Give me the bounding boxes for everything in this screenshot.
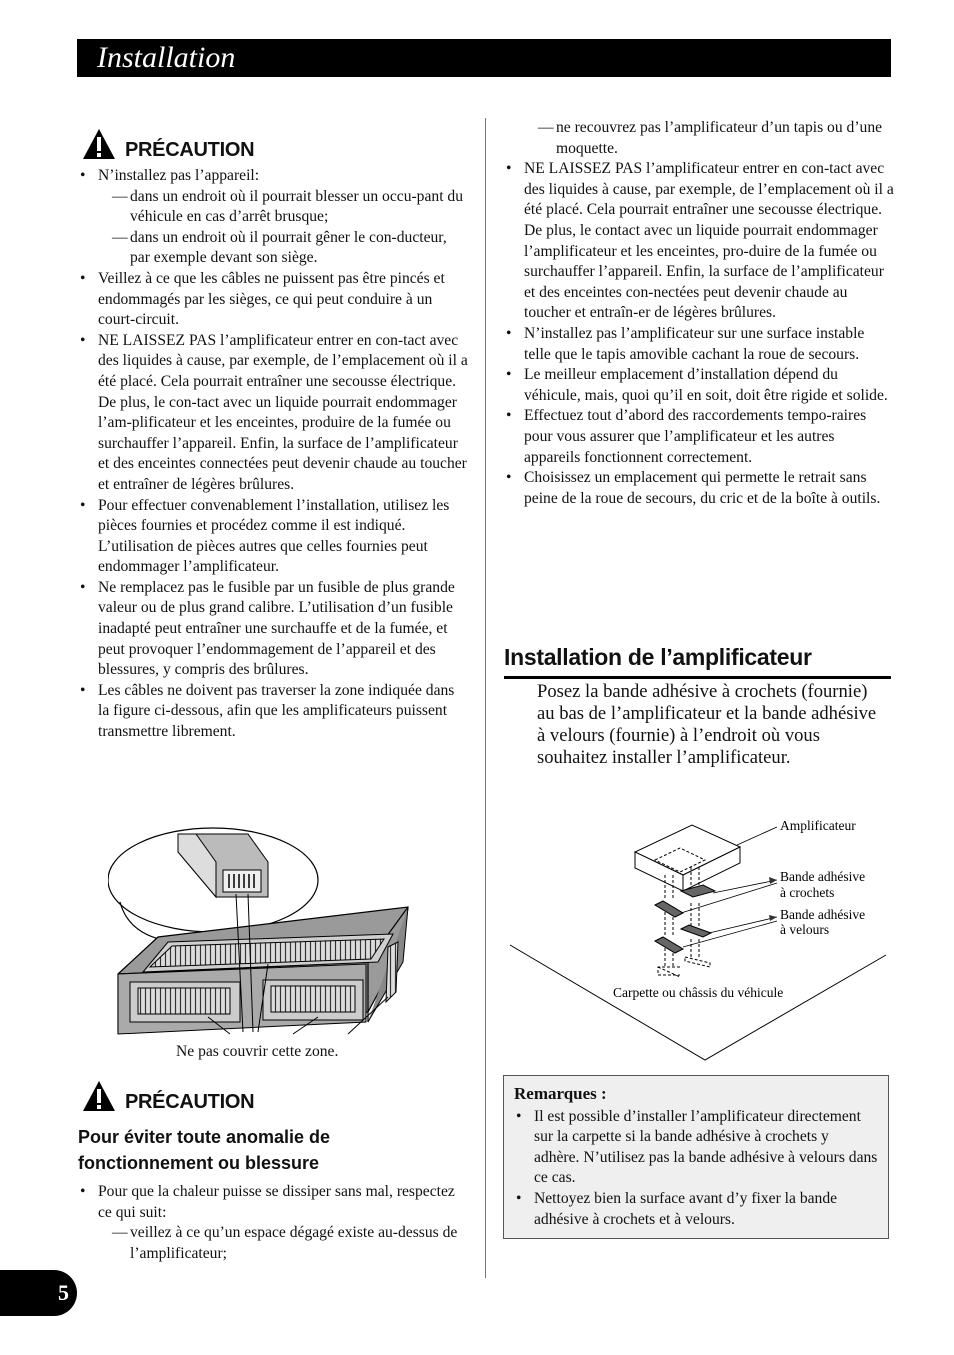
sub-item: — veillez à ce qu’un espace dégagé existe au-dessus de l’amplificateur; [98,1223,468,1264]
caution-subtitle: Pour éviter toute anomalie de fonctionnement ou blessure [78,1127,331,1173]
amplifier-vent-figure [108,822,423,1072]
left-column [78,128,468,743]
notes-title: Remarques : [514,1084,607,1103]
list-item: • Nettoyez bien la surface avant d’y fixer la bande adhésive à crochets et à velours. [514,1189,878,1230]
list-item: • Le meilleur emplacement d’installation dépend du véhicule, mais, quoi qu’il en soit, doit être rigide et solide. [504,365,894,406]
page-header [77,39,891,77]
caution-list [504,159,894,509]
notes-box [503,1075,889,1239]
caution-list [78,166,468,743]
sub-item: — dans un endroit où il pourrait gêner le con-ducteur, par exemple devant son siège. [98,228,468,269]
list-item: • N’installez pas l’appareil: — dans un endroit où il pourrait blesser un occu-pant du véhicule en cas d’arrêt brusque; — dans un endroit où il pourrait gêner le con-ducteur, par exemple devant son siège. [78,166,468,269]
sub-list [504,118,894,159]
sub-list [98,187,468,269]
caution-heading [78,128,468,166]
caution-block-2 [78,1080,468,1264]
figure-caption: Ne pas couvrir cette zone. [176,1043,339,1060]
label-velvet-tape-line2: à velours [780,922,830,937]
list-item: • NE LAISSEZ PAS l’amplificateur entrer en con-tact avec des liquides à cause, par exemple, de l’emplacement où il a été placé. Cela pourrait entraîner une secousse électrique. De plus, le con-tact avec un liquide pourrait endommager l’am-plificateur et les enceintes, produire de la fumée ou surchauffer l’appareil. Enfin, la surface de l’amplificateur et des enceintes connectées peut devenir chaude au toucher et entraîner de légères brûlures. [78,331,468,496]
list-item: • Effectuez tout d’abord des raccordements tempo-raires pour vous assurer que l’amplificateur et les autres appareils fonctionnent correctement. [504,406,894,468]
list-item: • Ne remplacez pas le fusible par un fusible de plus grande valeur ou de plus grand calibre. L’utilisation d’un fusible inadapté peut entraîner une surchauffe et de la fumée, et peut provoquer l’endommagement de l’appareil et des blessures, y compris des brûlures. [78,578,468,681]
warning-icon [82,1080,116,1112]
list-item: • Choisissez un emplacement qui permette le retrait sans peine de la roue de secours, du cric et de la boîte à outils. [504,468,894,509]
label-hook-tape-line2: à crochets [780,885,835,900]
section-title: Installation de l’amplificateur [504,640,891,679]
list-item: • NE LAISSEZ PAS l’amplificateur entrer en con-tact avec des liquides à cause, par exemple, de l’emplacement où il a été placé. Cela pourrait entraîner une secousse électrique. De plus, le contact avec un liquide pourrait endommager l’amplificateur et les enceintes, pro-duire de la fumée ou surchauffer l’appareil. Enfin, la surface de l’amplificateur et des enceintes con-nectées peut devenir chaude au toucher et entraîn-er de légères brûlures. [504,159,894,324]
caution-label: PRÉCAUTION [125,1091,255,1113]
tape-installation-figure [505,815,891,1065]
warning-icon [82,128,116,160]
list-item: • N’installez pas l’amplificateur sur une surface instable telle que le tapis amovible cachant la roue de secours. [504,324,894,365]
caution-list [78,1182,468,1264]
label-hook-tape-line1: Bande adhésive [780,869,866,884]
list-item: • Les câbles ne doivent pas traverser la zone indiquée dans la figure ci-dessous, afin que les amplificateurs puissent transmettre librement. [78,681,468,743]
label-velvet-tape-line1: Bande adhésive [780,907,866,922]
list-item: • Pour effectuer convenablement l’installation, utilisez les pièces fournies et procédez comme il est indiqué. L’utilisation de pièces autres que celles fournies peut endommager l’amplificateur. [78,496,468,578]
caution-label: PRÉCAUTION [125,139,255,161]
right-column [504,118,894,509]
list-item: • Veillez à ce que les câbles ne puissent pas être pincés et endommagés par les sièges, ce qui peut conduire à un court-circuit. [78,269,468,331]
label-amplifier: Amplificateur [780,818,856,833]
notes-list [514,1107,878,1231]
page-title: Installation [97,41,236,74]
list-item: • Pour que la chaleur puisse se dissiper sans mal, respectez ce qui suit: — veillez à ce qu’un espace dégagé existe au-dessus de l’amplificateur; [78,1182,468,1264]
section-intro: Posez la bande adhésive à crochets (fournie) au bas de l’amplificateur et la bande adhésive à velours (fournie) à l’endroit où vous souhaitez installer l’amplificateur. [537,681,877,768]
sub-item: — dans un endroit où il pourrait blesser un occu-pant du véhicule en cas d’arrêt brusque; [98,187,468,228]
label-floor: Carpette ou châssis du véhicule [613,985,784,1000]
caution-heading [78,1080,468,1118]
sub-list [98,1223,468,1264]
column-divider [485,118,486,1278]
list-item: • Il est possible d’installer l’amplificateur directement sur la carpette si la bande adhésive à crochets y adhère. N’utilisez pas la bande adhésive à velours dans ce cas. [514,1107,878,1189]
sub-item: — ne recouvrez pas l’amplificateur d’un tapis ou d’une moquette. [524,118,894,159]
page-number: 5 [0,1270,77,1316]
